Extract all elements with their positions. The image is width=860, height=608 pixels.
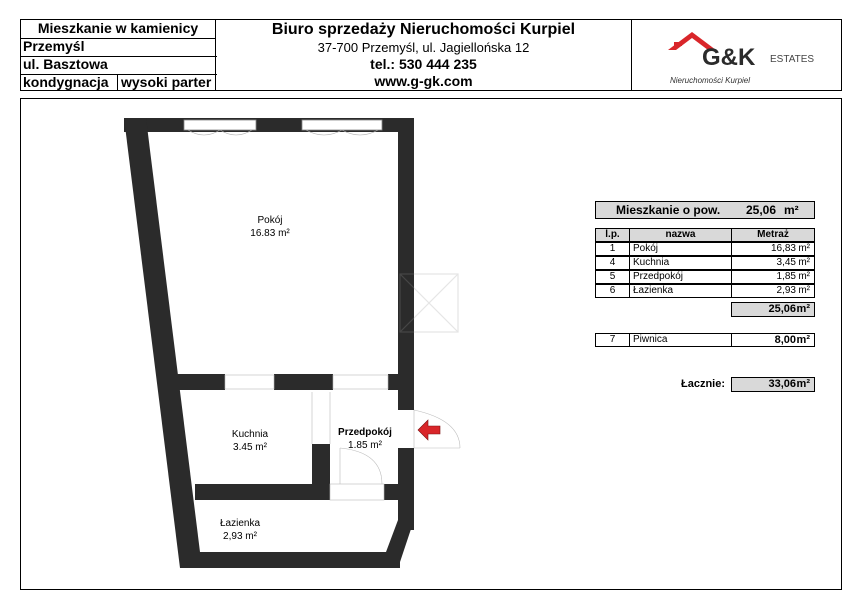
floor-label: kondygnacja bbox=[23, 74, 118, 91]
grand-total: 33,06 m² bbox=[731, 377, 815, 392]
logo-brand: G&K bbox=[702, 44, 756, 71]
summary-title: Mieszkanie o pow. bbox=[616, 203, 721, 217]
wall-mid-2 bbox=[274, 374, 333, 390]
property-city: Przemyśl bbox=[21, 38, 217, 57]
agency-phone: tel.: 530 444 235 bbox=[370, 56, 477, 72]
row-name: Przedpokój bbox=[629, 270, 732, 284]
wall-mid-1 bbox=[172, 374, 225, 390]
row-area: 2,93 m² bbox=[731, 284, 815, 298]
row-area: 3,45 m² bbox=[731, 256, 815, 270]
agency-address: 37-700 Przemyśl, ul. Jagiellońska 12 bbox=[317, 40, 530, 55]
wall-kitchen-bath bbox=[195, 484, 330, 500]
room-name: Przedpokój bbox=[338, 427, 392, 438]
row-lp: 5 bbox=[595, 270, 630, 284]
row-name: Kuchnia bbox=[629, 256, 732, 270]
property-street: ul. Basztowa bbox=[21, 56, 217, 75]
grand-total-label: Łacznie: bbox=[680, 378, 725, 390]
room-name: Łazienka bbox=[219, 518, 261, 529]
room-lazienka bbox=[200, 517, 280, 543]
room-area: 1.85 m² bbox=[348, 440, 382, 451]
wall-left bbox=[124, 118, 202, 568]
room-przedpokoj bbox=[330, 426, 400, 452]
col-lp: l.p. bbox=[595, 228, 630, 242]
row-name: Pokój bbox=[629, 242, 732, 256]
basement-area: 8,00 m² bbox=[731, 333, 815, 347]
wall-bottom bbox=[180, 552, 400, 568]
room-area: 3.45 m² bbox=[233, 442, 267, 453]
room-name: Kuchnia bbox=[231, 429, 269, 440]
wall-mid-3 bbox=[388, 374, 400, 390]
col-area: Metraż bbox=[731, 228, 815, 242]
entry-arrow-icon bbox=[418, 420, 440, 440]
wall-right-upper bbox=[398, 118, 414, 410]
row-lp: 6 bbox=[595, 284, 630, 298]
room-kuchnia bbox=[210, 428, 290, 454]
row-lp: 1 bbox=[595, 242, 630, 256]
room-area: 2,93 m² bbox=[223, 531, 257, 542]
summary-title-bar bbox=[595, 201, 815, 219]
row-area: 16,83 m² bbox=[731, 242, 815, 256]
wall-hall-right bbox=[384, 484, 400, 500]
wall-kitchen-hall bbox=[312, 444, 330, 500]
agency-website[interactable]: www.g-gk.com bbox=[374, 73, 473, 89]
basement-name: Piwnica bbox=[629, 333, 732, 347]
logo-tagline: Nieruchomości Kurpiel bbox=[670, 76, 751, 85]
subtotal: 25,06 m² bbox=[731, 302, 815, 317]
summary-total: 25,06 bbox=[746, 203, 777, 217]
row-lp: 4 bbox=[595, 256, 630, 270]
floor-value: wysoki parter bbox=[121, 74, 212, 90]
basement-lp: 7 bbox=[595, 333, 630, 347]
property-type: Mieszkanie w kamienicy bbox=[21, 20, 215, 39]
col-name: nazwa bbox=[629, 228, 732, 242]
room-area: 16.83 m² bbox=[250, 228, 290, 239]
agency-name: Biuro sprzedaży Nieruchomości Kurpiel bbox=[271, 21, 576, 38]
row-area: 1,85 m² bbox=[731, 270, 815, 284]
room-name: Pokój bbox=[257, 215, 283, 226]
wall-right-lower bbox=[398, 448, 414, 530]
row-name: Łazienka bbox=[629, 284, 732, 298]
logo-suffix: ESTATES bbox=[770, 54, 815, 65]
summary-unit: m² bbox=[784, 203, 799, 217]
room-pokoj bbox=[230, 214, 310, 240]
